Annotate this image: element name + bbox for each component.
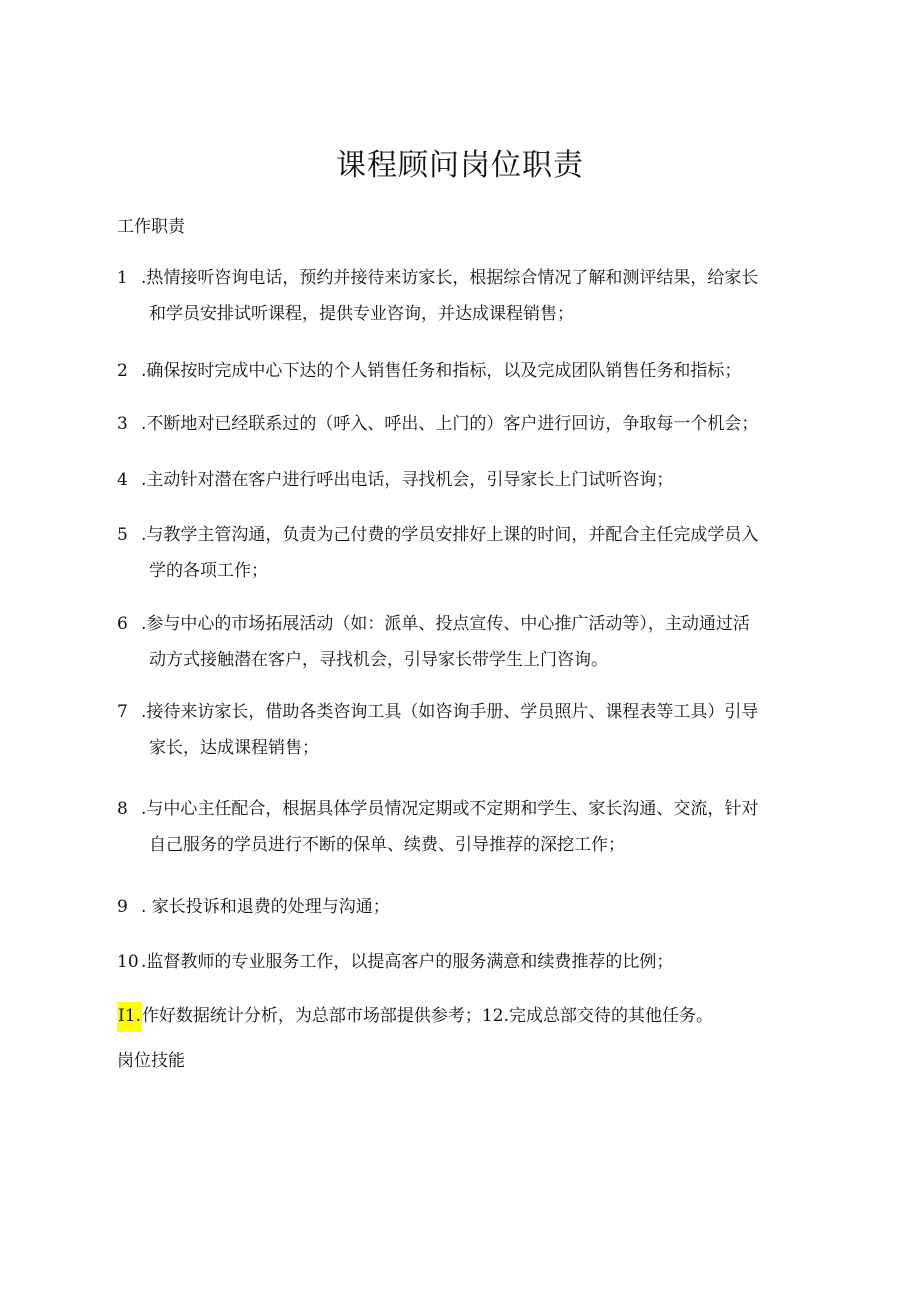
list-item (117, 517, 817, 589)
list-item (117, 791, 817, 863)
list-item (117, 406, 817, 442)
page-title: 课程顾问岗位职责 (336, 148, 584, 183)
item-number: 6 (117, 614, 128, 634)
item-number: 1 (117, 268, 128, 288)
item-number: 5 (117, 525, 128, 545)
item-number: 3 (117, 414, 128, 434)
item-text: .与中心主任配合，根据具体学员情况定期或不定期和学生、家长沟通、交流，针对 (141, 799, 759, 819)
section-heading-duties: 工作职责 (117, 217, 185, 237)
list-item (117, 694, 817, 766)
list-item (117, 606, 817, 678)
item-text: .监督教师的专业服务工作，以提高客户的服务满意和续费推荐的比例； (141, 952, 674, 972)
item-number: 2 (117, 361, 128, 381)
item-text: .不断地对已经联系过的（呼入、呼出、上门的）客户进行回访，争取每一个机会； (141, 414, 759, 434)
item-text-continued: 和学员安排试听课程，提供专业咨询，并达成课程销售； (149, 304, 574, 324)
list-item (117, 260, 817, 332)
list-item (117, 889, 817, 925)
item-text: . 家长投诉和退费的处理与沟通； (141, 897, 390, 917)
item-text-continued: 学的各项工作； (149, 561, 268, 581)
list-item (117, 353, 817, 389)
item-text-continued: 家长，达成课程销售； (149, 738, 319, 758)
item-text-continued: 自己服务的学员进行不断的保单、续费、引导推荐的深挖工作； (149, 835, 625, 855)
item-number: 9 (117, 897, 128, 917)
item-text: .参与中心的市场拓展活动（如：派单、投点宣传、中心推广活动等），主动通过活 (141, 614, 750, 634)
item-text: .与教学主管沟通，负责为己付费的学员安排好上课的时间，并配合主任完成学员入 (141, 525, 759, 545)
list-item (117, 944, 817, 980)
item-text: .主动针对潜在客户进行呼出电话，寻找机会，引导家长上门试听咨询； (141, 470, 674, 490)
item-text: .确保按时完成中心下达的个人销售任务和指标，以及完成团队销售任务和指标； (141, 361, 742, 381)
item-number: 7 (117, 702, 128, 722)
item-number: 8 (117, 799, 128, 819)
section-heading-skills: 岗位技能 (117, 1051, 185, 1071)
list-item (117, 998, 817, 1034)
item-text: 作好数据统计分析，为总部市场部提供参考；12.完成总部交待的其他任务。 (141, 1006, 713, 1026)
item-text: .热情接听咨询电话，预约并接待来访家长，根据综合情况了解和测评结果，给家长 (141, 268, 759, 288)
item-number: 4 (117, 470, 128, 490)
item-number: 10 (117, 952, 139, 972)
item-text-continued: 动方式接触潜在客户，寻找机会，引导家长带学生上门咨询。 (149, 650, 608, 670)
highlighted-item-number: I1. (117, 1002, 142, 1032)
list-item (117, 462, 817, 498)
item-text: .接待来访家长，借助各类咨询工具（如咨询手册、学员照片、课程表等工具）引导 (141, 702, 759, 722)
